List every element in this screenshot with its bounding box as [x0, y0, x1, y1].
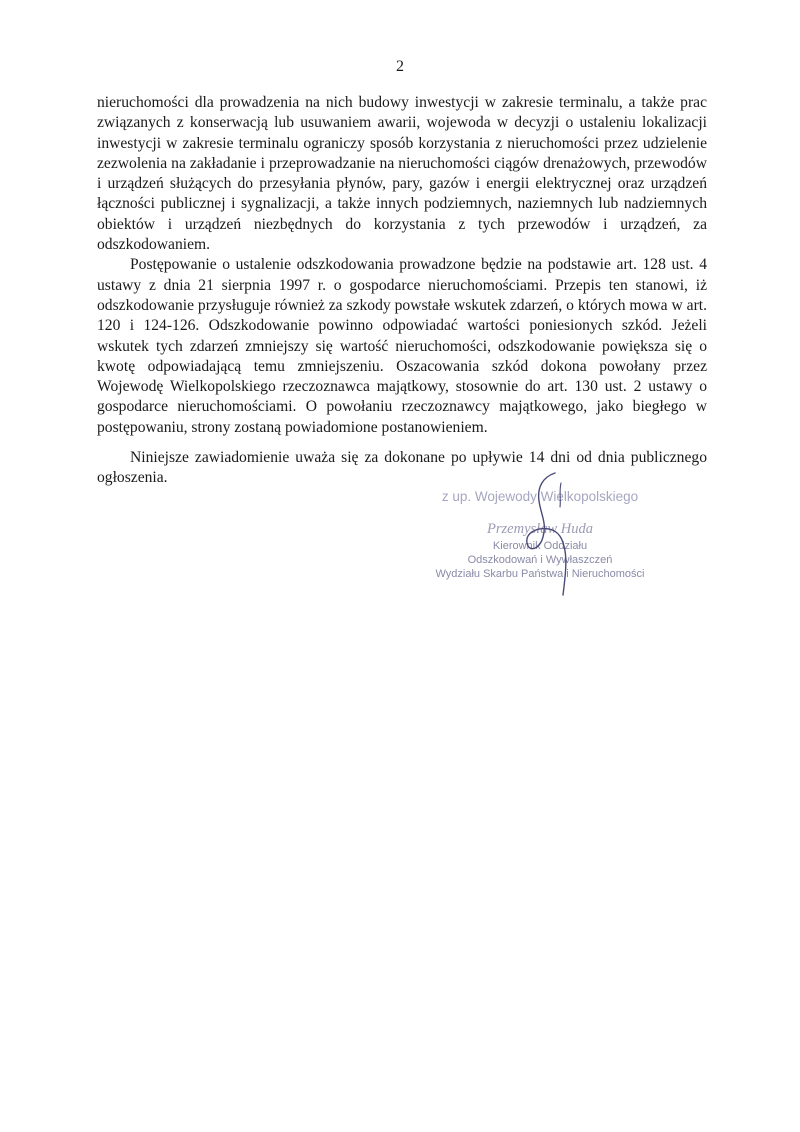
- stamp-position-line: Kierownik Oddziału: [492, 540, 588, 552]
- document-body: [97, 93, 707, 489]
- paragraph-compensation-procedure: Postępowanie o ustalenie odszkodowania prowadzone będzie na podstawie art. 128 ust. 4 ustawy z dnia 21 sierpnia 1997 r. o gospodarce nieruchomościami. Przepis ten stanowi, iż odszkodowanie przysługuje również za szkody powstałe wskutek zdarzeń, o których mowa w art. 120 i 124-126. Odszkodowanie powinno odpowiadać wartości poniesionych szkód. Jeżeli wskutek tych zdarzeń zmniejszy się wartość nieruchomości, odszkodowanie powiększa się o kwotę odpowiadającą temu zmniejszeniu. Oszacowania szkód dokona powołany przez Wojewodę Wielkopolskiego rzeczoznawca majątkowy, stosownie do art. 130 ust. 2 ustawy o gospodarce nieruchomościami. O powołaniu rzeczoznawcy majątkowego, jako biegłego w postępowaniu, strony zostaną powiadomione postanowieniem.: [97, 256, 707, 436]
- handwritten-signature: [503, 471, 593, 601]
- signature-stamp: [415, 485, 675, 595]
- stamp-department-line: Odszkodowań i Wywłaszczeń: [467, 554, 613, 566]
- stamp-authority: z up. Wojewody Wielkopolskiego: [441, 489, 639, 504]
- stamp-signatory-name: Przemysław Huda: [487, 521, 593, 537]
- page-number: 2: [396, 58, 404, 75]
- paragraph-terminal-restriction: nieruchomości dla prowadzenia na nich budowy inwestycji w zakresie terminalu, a także prac związanych z konserwacją lub usuwaniem awarii, wojewoda w decyzji o ustaleniu lokalizacji inwestycji w zakresie terminalu ograniczy sposób korzystania z nieruchomości przez udzielenie zezwolenia na zakładanie i przeprowadzanie na nieruchomości ciągów drenażowych, przewodów i urządzeń służących do przesyłania płynów, pary, gazów i energii elektrycznej oraz urządzeń łączności publicznej i sygnalizacji, a także innych podziemnych, naziemnych lub nadziemnych obiektów i urządzeń niezbędnych do korzystania z tych przewodów i urządzeń, za odszkodowaniem.: [97, 94, 707, 254]
- stamp-division-line: Wydziału Skarbu Państwa i Nieruchomości: [435, 568, 645, 580]
- paragraph-notice-effective: Niniejsze zawiadomienie uważa się za dokonane po upływie 14 dni od dnia publicznego ogłoszenia.: [97, 449, 707, 487]
